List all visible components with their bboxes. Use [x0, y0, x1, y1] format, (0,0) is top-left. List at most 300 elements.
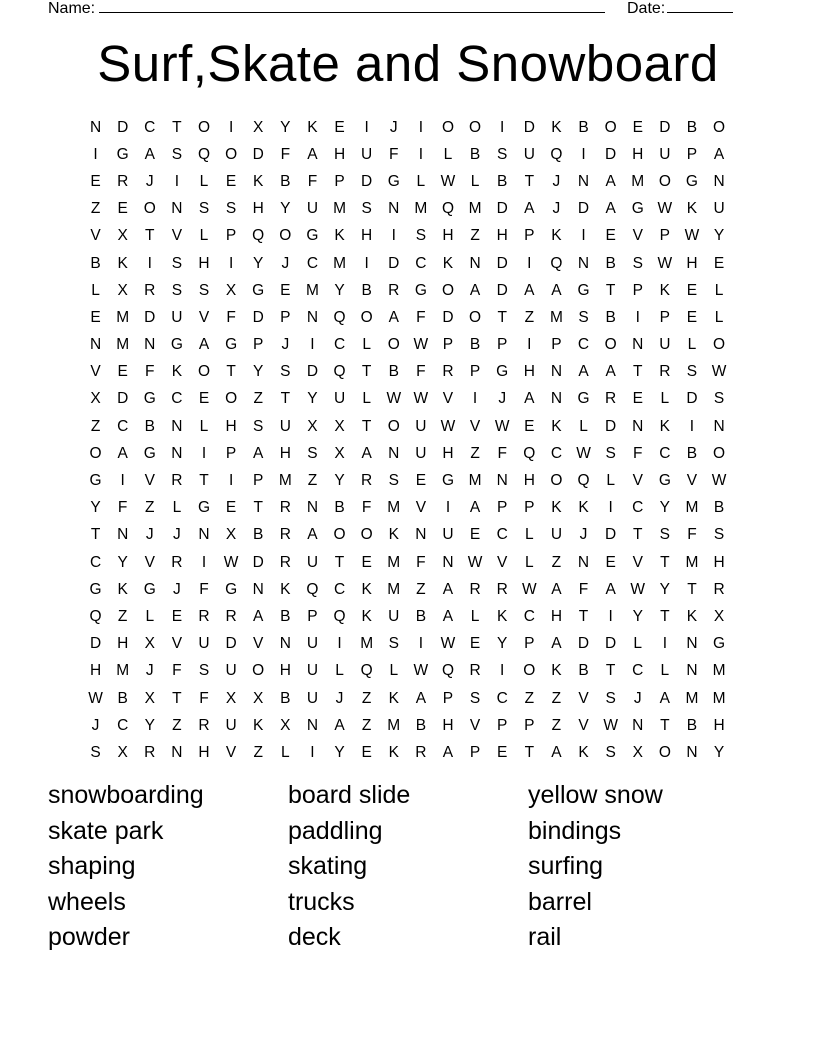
grid-letter: R — [144, 743, 156, 761]
grid-letter: W — [657, 200, 673, 218]
grid-letter: O — [469, 308, 482, 326]
grid-letter: A — [524, 281, 535, 299]
grid-letter: R — [469, 580, 481, 598]
grid-letter: Q — [360, 662, 373, 680]
grid-letter: P — [524, 716, 535, 734]
grid-letter: J — [633, 689, 642, 707]
grid-letter: J — [145, 526, 154, 544]
grid-letter: I — [689, 417, 695, 435]
grid-letter: T — [172, 118, 182, 136]
grid-letter: I — [527, 336, 532, 354]
grid-letter: D — [605, 526, 617, 544]
grid-letter: G — [658, 472, 671, 490]
grid-letter: B — [144, 417, 155, 435]
grid-letter: B — [280, 172, 291, 190]
grid-row — [82, 250, 734, 277]
grid-letter: R — [415, 743, 427, 761]
grid-letter: V — [90, 363, 101, 381]
grid-letter: F — [497, 444, 507, 462]
word-list-item: skate park — [48, 816, 164, 845]
grid-letter: E — [605, 227, 616, 245]
grid-row — [82, 304, 734, 331]
grid-letter: Q — [441, 200, 454, 218]
grid-letter: M — [685, 499, 699, 517]
grid-letter: G — [197, 499, 211, 517]
grid-letter: D — [117, 390, 129, 408]
grid-letter: Q — [523, 444, 536, 462]
grid-letter: M — [333, 254, 346, 272]
grid-letter: K — [361, 607, 372, 625]
grid-letter: F — [199, 580, 209, 598]
grid-letter: N — [686, 635, 698, 653]
grid-letter: B — [686, 444, 698, 462]
grid-letter: Y — [497, 635, 508, 653]
grid-letter: P — [524, 227, 535, 245]
grid-letter: N — [577, 172, 590, 190]
grid-letter: Z — [253, 743, 263, 761]
page-title: Surf,Skate and Snowboard — [97, 35, 719, 92]
grid-letter: U — [713, 200, 725, 218]
grid-letter: C — [333, 580, 346, 598]
grid-letter: P — [524, 635, 535, 653]
grid-letter: Y — [117, 553, 128, 571]
grid-letter: Q — [550, 145, 563, 163]
grid-letter: X — [117, 743, 128, 761]
grid-letter: L — [660, 390, 670, 408]
grid-letter: R — [225, 607, 237, 625]
grid-letter: S — [713, 390, 725, 408]
grid-letter: X — [117, 227, 128, 245]
grid-letter: X — [253, 118, 264, 136]
grid-row — [82, 413, 734, 440]
grid-letter: D — [686, 390, 698, 408]
grid-letter: K — [334, 227, 345, 245]
grid-letter: S — [686, 363, 698, 381]
grid-letter: R — [144, 281, 156, 299]
grid-letter: P — [334, 172, 345, 190]
grid-letter: Z — [416, 580, 426, 598]
grid-letter: S — [388, 635, 399, 653]
grid-letter: G — [306, 227, 319, 245]
grid-letter: O — [225, 390, 238, 408]
grid-row — [82, 141, 734, 168]
grid-letter: E — [469, 635, 481, 653]
grid-letter: U — [198, 635, 210, 653]
grid-letter: O — [197, 363, 211, 381]
grid-letter: C — [415, 254, 427, 272]
grid-letter: O — [441, 118, 454, 136]
grid-letter: Q — [441, 662, 454, 680]
grid-letter: S — [578, 308, 589, 326]
grid-letter: O — [279, 227, 292, 245]
grid-letter: A — [442, 580, 454, 598]
grid-letter: Y — [280, 118, 291, 136]
grid-letter: O — [523, 662, 536, 680]
grid-letter: Y — [334, 472, 345, 490]
grid-letter: F — [687, 526, 697, 544]
grid-letter: E — [90, 172, 101, 190]
grid-letter: I — [581, 227, 586, 245]
grid-letter: Z — [90, 417, 101, 435]
grid-letter: N — [171, 743, 183, 761]
grid-letter: E — [225, 499, 237, 517]
grid-letter: H — [333, 145, 346, 163]
grid-letter: S — [198, 200, 210, 218]
grid-letter: E — [632, 390, 643, 408]
grid-row — [82, 631, 734, 658]
grid-letter: L — [199, 172, 209, 190]
grid-letter: G — [89, 580, 102, 598]
grid-letter: I — [364, 118, 369, 136]
grid-letter: I — [500, 118, 505, 136]
grid-letter: I — [635, 308, 640, 326]
grid-letter: P — [632, 281, 643, 299]
grid-letter: I — [418, 118, 424, 136]
grid-letter: R — [171, 472, 183, 490]
grid-letter: O — [713, 118, 726, 136]
grid-letter: B — [117, 689, 128, 707]
grid-letter: O — [333, 526, 346, 544]
grid-letter: X — [713, 607, 725, 625]
grid-letter: Q — [333, 308, 346, 326]
grid-letter: L — [91, 281, 100, 299]
grid-letter: H — [279, 662, 291, 680]
grid-letter: W — [413, 390, 429, 408]
grid-letter: L — [687, 336, 697, 354]
grid-letter: K — [551, 118, 562, 136]
grid-letter: S — [90, 743, 101, 761]
grid-letter: A — [469, 281, 481, 299]
grid-row — [82, 168, 734, 195]
grid-letter: T — [172, 689, 182, 707]
name-blank-line[interactable] — [99, 0, 605, 13]
grid-letter: V — [144, 553, 155, 571]
grid-letter: H — [442, 716, 454, 734]
grid-letter: C — [523, 607, 535, 625]
grid-letter: K — [388, 689, 399, 707]
grid-letter: T — [578, 607, 589, 625]
grid-letter: M — [116, 662, 130, 680]
grid-letter: O — [658, 743, 671, 761]
grid-letter: E — [117, 200, 128, 218]
grid-letter: I — [310, 336, 315, 354]
grid-letter: P — [659, 308, 671, 326]
grid-letter: Z — [524, 689, 535, 707]
grid-letter: R — [442, 363, 454, 381]
grid-letter: C — [306, 254, 319, 272]
grid-letter: O — [252, 662, 265, 680]
grid-letter: L — [362, 390, 371, 408]
grid-row — [82, 440, 734, 467]
grid-letter: O — [658, 172, 671, 190]
grid-letter: A — [307, 145, 318, 163]
grid-letter: E — [713, 254, 725, 272]
grid-letter: Y — [280, 200, 291, 218]
grid-letter: C — [550, 444, 563, 462]
grid-letter: B — [361, 281, 372, 299]
grid-letter: W — [88, 689, 103, 707]
grid-letter: T — [687, 580, 697, 598]
grid-letter: N — [89, 118, 102, 136]
grid-letter: A — [605, 172, 616, 190]
grid-letter: T — [524, 743, 535, 761]
date-blank-line[interactable] — [667, 0, 733, 13]
grid-letter: K — [551, 417, 562, 435]
grid-letter: B — [280, 607, 291, 625]
grid-letter: Q — [577, 472, 590, 490]
grid-letter: J — [335, 689, 344, 707]
grid-letter: B — [605, 254, 616, 272]
grid-letter: V — [144, 472, 155, 490]
grid-letter: X — [225, 281, 237, 299]
grid-letter: W — [657, 254, 673, 272]
grid-letter: G — [441, 472, 454, 490]
grid-letter: M — [712, 662, 726, 680]
grid-letter: K — [117, 254, 128, 272]
grid-letter: N — [686, 662, 698, 680]
grid-letter: M — [685, 553, 699, 571]
grid-letter: S — [307, 444, 318, 462]
grid-letter: A — [253, 607, 264, 625]
grid-row — [82, 685, 734, 712]
grid-row — [82, 495, 734, 522]
grid-letter: D — [496, 200, 508, 218]
grid-letter: W — [603, 716, 618, 734]
grid-letter: S — [415, 227, 427, 245]
grid-letter: R — [388, 281, 400, 299]
grid-letter: D — [577, 200, 590, 218]
grid-letter: N — [171, 444, 183, 462]
grid-letter: E — [334, 118, 345, 136]
grid-letter: E — [686, 281, 698, 299]
grid-letter: N — [577, 254, 590, 272]
grid-letter: C — [632, 662, 644, 680]
grid-letter: A — [307, 526, 318, 544]
grid-letter: V — [632, 472, 643, 490]
grid-letter: A — [117, 444, 128, 462]
word-list-item: wheels — [48, 887, 126, 916]
grid-letter: P — [524, 499, 535, 517]
grid-letter: N — [171, 200, 183, 218]
grid-letter: C — [89, 553, 102, 571]
grid-letter: J — [498, 390, 507, 408]
grid-letter: J — [281, 254, 290, 272]
grid-letter: D — [659, 118, 671, 136]
grid-letter: K — [307, 118, 318, 136]
grid-letter: H — [496, 227, 508, 245]
grid-letter: X — [144, 689, 155, 707]
grid-letter: B — [713, 499, 725, 517]
grid-letter: B — [90, 254, 101, 272]
grid-letter: K — [253, 716, 264, 734]
grid-letter: P — [497, 499, 508, 517]
grid-letter: O — [197, 118, 211, 136]
grid-letter: D — [361, 172, 373, 190]
grid-letter: O — [89, 444, 102, 462]
grid-letter: H — [198, 743, 210, 761]
grid-letter: R — [171, 553, 183, 571]
name-label: Name: — [48, 0, 96, 17]
grid-letter: E — [605, 553, 616, 571]
grid-letter: N — [306, 499, 319, 517]
grid-letter: S — [171, 254, 183, 272]
header-line — [48, 0, 666, 19]
grid-letter: U — [171, 308, 183, 326]
grid-letter: L — [633, 635, 643, 653]
grid-letter: H — [632, 145, 644, 163]
grid-letter: Q — [89, 607, 102, 625]
grid-letter: X — [144, 635, 155, 653]
grid-letter: S — [171, 281, 183, 299]
grid-letter: W — [440, 172, 456, 190]
grid-letter: J — [145, 662, 154, 680]
grid-letter: Q — [306, 580, 319, 598]
grid-letter: D — [225, 635, 237, 653]
grid-letter: D — [252, 145, 264, 163]
grid-letter: A — [524, 200, 535, 218]
grid-letter: S — [253, 417, 264, 435]
grid-letter: W — [521, 580, 537, 598]
grid-letter: I — [310, 743, 315, 761]
grid-letter: K — [551, 662, 562, 680]
grid-letter: F — [226, 308, 236, 326]
grid-row — [82, 549, 734, 576]
grid-letter: R — [279, 553, 291, 571]
grid-letter: A — [415, 689, 427, 707]
grid-letter: M — [387, 716, 401, 734]
grid-letter: D — [252, 553, 264, 571]
grid-letter: W — [576, 444, 591, 462]
grid-letter: T — [633, 526, 643, 544]
grid-letter: J — [91, 716, 100, 734]
grid-letter: V — [442, 390, 454, 408]
grid-letter: C — [117, 417, 129, 435]
word-list-item: surfing — [528, 852, 604, 881]
grid-letter: S — [198, 281, 210, 299]
grid-letter: T — [280, 390, 291, 408]
grid-letter: M — [305, 281, 319, 299]
grid-letter: D — [89, 635, 102, 653]
grid-letter: Z — [253, 390, 263, 408]
grid-row — [82, 114, 734, 141]
grid-letter: J — [145, 172, 154, 190]
grid-letter: N — [469, 254, 481, 272]
grid-letter: K — [551, 227, 562, 245]
grid-letter: E — [171, 607, 183, 625]
grid-row — [82, 386, 734, 413]
grid-letter: A — [551, 635, 562, 653]
word-list-item: bindings — [528, 816, 622, 845]
grid-letter: X — [117, 281, 128, 299]
grid-letter: K — [686, 607, 698, 625]
grid-letter: G — [631, 200, 644, 218]
grid-letter: A — [713, 145, 725, 163]
grid-letter: P — [225, 227, 237, 245]
grid-letter: H — [279, 444, 291, 462]
grid-letter: H — [442, 444, 454, 462]
grid-letter: W — [413, 662, 429, 680]
grid-letter: I — [527, 254, 532, 272]
grid-letter: F — [145, 363, 155, 381]
grid-letter: D — [605, 635, 617, 653]
grid-letter: G — [143, 444, 156, 462]
grid-letter: E — [524, 417, 535, 435]
grid-letter: X — [90, 390, 101, 408]
grid-letter: H — [252, 200, 264, 218]
grid-letter: D — [306, 363, 319, 381]
grid-row — [82, 223, 734, 250]
grid-letter: O — [550, 472, 563, 490]
grid-letter: M — [468, 472, 482, 490]
grid-letter: C — [496, 526, 508, 544]
grid-letter: S — [361, 200, 372, 218]
grid-letter: T — [145, 227, 155, 245]
grid-letter: A — [659, 689, 671, 707]
grid-letter: D — [577, 635, 590, 653]
grid-row — [82, 467, 734, 494]
grid-letter: I — [581, 145, 586, 163]
grid-letter: C — [117, 716, 129, 734]
grid-letter: W — [386, 390, 402, 408]
grid-letter: O — [387, 336, 400, 354]
grid-letter: W — [711, 363, 727, 381]
grid-letter: L — [199, 417, 209, 435]
word-list-item: deck — [288, 923, 341, 952]
grid-letter: U — [361, 145, 373, 163]
grid-letter: N — [632, 716, 644, 734]
grid-letter: G — [225, 580, 238, 598]
grid-letter: V — [686, 472, 698, 490]
grid-letter: F — [416, 363, 426, 381]
grid-letter: O — [360, 526, 373, 544]
grid-letter: W — [494, 417, 510, 435]
grid-letter: G — [143, 580, 156, 598]
grid-letter: T — [361, 417, 372, 435]
grid-letter: J — [552, 172, 561, 190]
grid-letter: H — [686, 254, 698, 272]
grid-letter: T — [361, 363, 372, 381]
grid-letter: G — [387, 172, 400, 190]
grid-letter: S — [171, 145, 183, 163]
grid-letter: F — [117, 499, 128, 517]
grid-letter: U — [306, 635, 319, 653]
grid-letter: F — [578, 580, 589, 598]
date-label: Date: — [627, 0, 666, 17]
grid-row — [82, 712, 734, 739]
grid-letter: K — [578, 743, 589, 761]
grid-letter: B — [388, 363, 399, 381]
grid-letter: B — [686, 716, 698, 734]
grid-letter: L — [281, 743, 290, 761]
grid-letter: A — [524, 390, 535, 408]
grid-letter: Q — [333, 363, 346, 381]
grid-letter: V — [497, 553, 508, 571]
grid-letter: D — [388, 254, 400, 272]
grid-letter: Y — [713, 227, 725, 245]
grid-letter: M — [360, 635, 374, 653]
grid-letter: G — [116, 145, 129, 163]
grid-letter: I — [418, 145, 424, 163]
grid-letter: E — [361, 553, 372, 571]
grid-letter: Z — [470, 227, 480, 245]
grid-letter: N — [144, 336, 156, 354]
grid-row — [82, 603, 734, 630]
grid-letter: W — [413, 336, 429, 354]
grid-letter: R — [117, 172, 129, 190]
grid-letter: K — [578, 499, 589, 517]
grid-letter: U — [306, 553, 319, 571]
grid-letter: S — [198, 662, 210, 680]
